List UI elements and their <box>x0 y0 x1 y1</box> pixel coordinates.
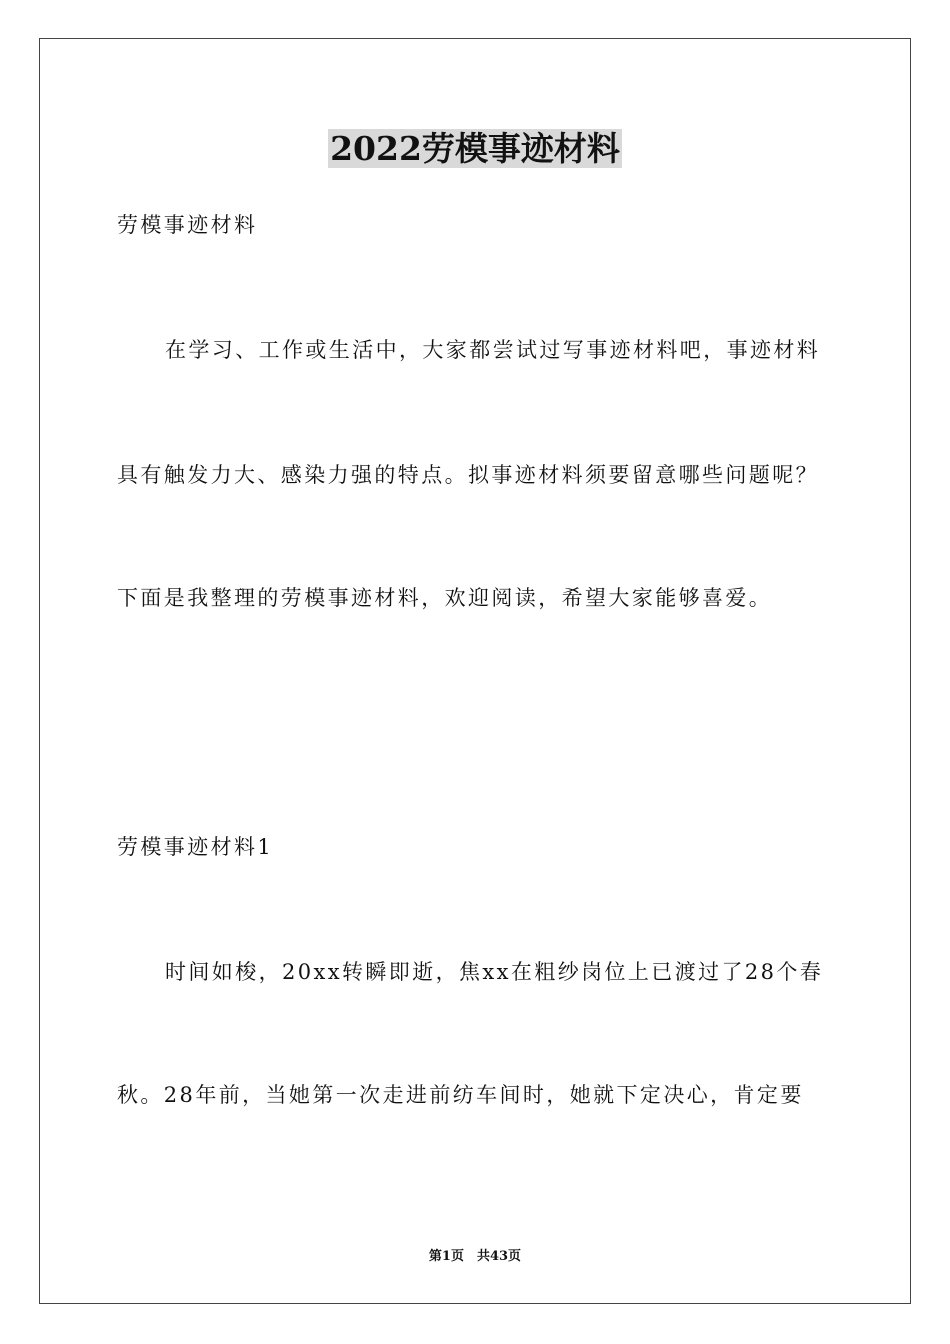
section-heading: 劳模事迹材料1 <box>117 835 274 859</box>
paragraph-line: 在学习、工作或生活中，大家都尝试过写事迹材料吧，事迹材料 <box>165 338 821 362</box>
paragraph-line: 秋。28年前，当她第一次走进前纺车间时，她就下定决心，肯定要 <box>117 1083 804 1107</box>
section-heading: 劳模事迹材料 <box>117 213 258 237</box>
document-title <box>0 127 950 171</box>
paragraph-line: 具有触发力大、感染力强的特点。拟事迹材料须要留意哪些问题呢？ <box>117 463 819 487</box>
paragraph-line: 时间如梭，20xx转瞬即逝，焦xx在粗纱岗位上已渡过了28个春 <box>165 960 824 984</box>
paragraph-line: 下面是我整理的劳模事迹材料，欢迎阅读，希望大家能够喜爱。 <box>117 586 773 610</box>
page-footer: 第1页 共43页 <box>428 1249 522 1264</box>
title-text: 2022劳模事迹材料 <box>330 129 620 168</box>
